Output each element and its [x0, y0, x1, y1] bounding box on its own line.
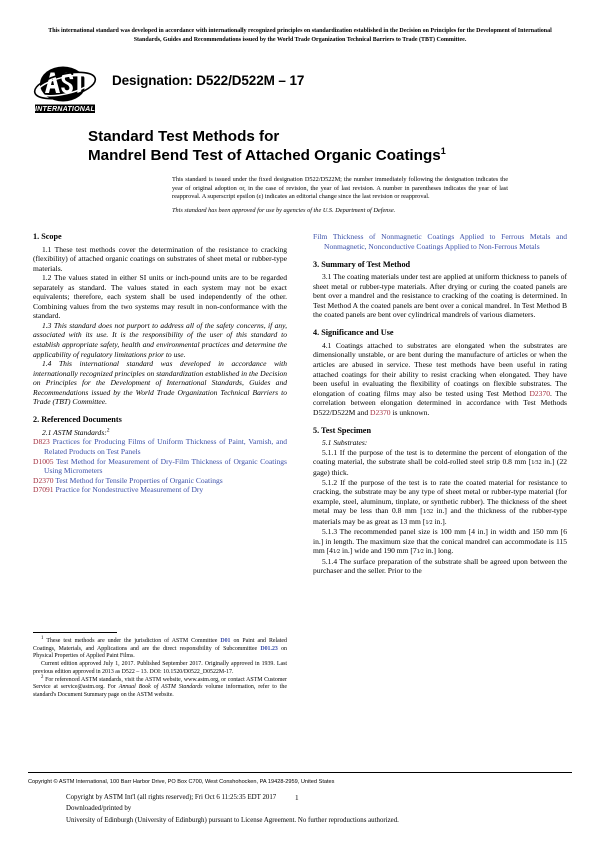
- reference-description-continued[interactable]: Film Thickness of Nonmagnetic Coatings Applied to Ferrous Metals and Nonmagnetic, Nonconductive Coatings Applied to Non-Ferrous Metals: [313, 232, 567, 251]
- reference-description[interactable]: Test Method for Tensile Properties of Organic Coatings: [55, 475, 223, 485]
- inline-reference-d2370[interactable]: D2370: [370, 407, 391, 417]
- title-area: [88, 127, 508, 165]
- fraction-one-half: 1⁄2: [332, 548, 341, 556]
- section-heading-referenced-documents: 2. Referenced Documents: [33, 415, 122, 425]
- para-5-1-2-text-b: in.] and the thickness of the rubber-type materials may be as great as 13 mm [: [313, 506, 567, 526]
- footnote-1-text-b: on Paint and Related Coatings, Materials, and Applications and are the direct responsibility of Subcommittee: [33, 638, 287, 652]
- footnote-2-text-a: For referenced ASTM standards, visit the ASTM website, www.astm.org, or contact ASTM Customer Service at service@astm.org. For: [33, 676, 287, 691]
- para-5-1-3-text-c: in.] long.: [423, 546, 454, 556]
- subcommittee-link[interactable]: D01.23: [260, 645, 278, 652]
- significance-text-c: is unknown.: [390, 407, 430, 417]
- test-specimen-para-5-1-4: 5.1.4 The surface preparation of the substrate shall be agreed upon between the purchaser and the seller. Prior to the: [313, 556, 567, 576]
- footnote-1-edition: Current edition approved July 1, 2017. Published September 2017. Originally approved in 1939. Last previous edition approved in 2013 as D522 – 13. DOI: 10.1520/D0522_D0522M-17.: [33, 661, 287, 675]
- para-5-1-2-text-a: 5.1.2 If the purpose of the test is to rate the coated material for resistance to cracking, the substrate may be any type of sheet metal or rubber-type material (for example, steel, aluminum, tinplate, or synthetic rubber). The thickness of the sheet metal may be less than 0.8 mm [: [313, 477, 567, 516]
- significance-text-b: . The correlation between elongation determined in accordance with Test Methods D522/D522M and: [313, 388, 567, 417]
- download-info-block: [66, 792, 536, 826]
- reference-description[interactable]: Practices for Producing Films of Uniform Thickness of Paint, Varnish, and Related Products on Test Panels: [44, 437, 288, 456]
- scope-para-1-4: 1.4 This international standard was developed in accordance with internationally recognized principles on standardization established in the Decision on Principles for the Development of International Standards, Guides and Recommendations issued by the World Trade Organization Technical Barriers to Trade (TBT) Committee.: [33, 359, 287, 407]
- fraction-one-half: 1⁄2: [425, 518, 433, 526]
- fraction-one-thirtysecond: 1⁄32: [422, 508, 434, 516]
- title-line-2: Mandrel Bend Test of Attached Organic Coatings: [88, 147, 441, 164]
- title-footnote-marker: 1: [440, 145, 446, 156]
- committee-link[interactable]: D01: [220, 638, 231, 644]
- issue-note: This standard is issued under the fixed designation D522/D522M; the number immediately following the designation indicates the year of original adoption or, in the case of revision, the year of last revision. A number in parentheses indicates the year of last reapproval. A superscript epsilon (ε) indicates an editorial change since the last revision or reapproval.: [172, 176, 508, 201]
- copyright-notice: Copyright © ASTM International, 100 Barr Harbor Drive, PO Box C700, West Conshohocken, PA 19428-2959, United States: [28, 779, 335, 785]
- footnote-2-marker: 2: [41, 674, 44, 680]
- reference-id[interactable]: D823: [33, 437, 50, 447]
- reference-item[interactable]: [33, 457, 287, 476]
- svg-text:INTERNATIONAL: INTERNATIONAL: [34, 105, 96, 114]
- test-specimen-subheading-substrates: 5.1 Substrates:: [322, 438, 368, 448]
- footnote-1-text-a: These test methods are under the jurisdiction of ASTM Committee: [46, 638, 221, 644]
- section-heading-significance: 4. Significance and Use: [313, 328, 394, 338]
- wto-notice: This international standard was developed in accordance with internationally recognized principles on standardization established in the Decision on Principles for the Development of International Standards, Guides and Recommendations issued by the World Trade Organization Technical Barriers to Trade (TBT) Committee.: [48, 28, 552, 44]
- referenced-standards-list: [33, 437, 287, 494]
- page-title: [88, 127, 508, 165]
- section-heading-summary: 3. Summary of Test Method: [313, 259, 411, 269]
- footnote-1-marker: 1: [41, 636, 44, 642]
- footnote-1-text-c: on Physical Properties of Applied Paint Films.: [33, 645, 287, 660]
- astm-standards-footnote-marker: 2: [106, 427, 110, 434]
- para-5-1-3-text-a: 5.1.3 The recommended panel size is 100 mm [4 in.] in width and 150 mm [6 in.] in length. The maximum size that the conical mandrel can accommodate is 115 mm [4: [313, 527, 567, 556]
- astm-standards-label: 2.1 ASTM Standards:: [42, 427, 107, 437]
- fraction-one-thirtysecond: 1⁄32: [531, 459, 542, 467]
- footnote-block: [33, 632, 287, 700]
- reference-item[interactable]: [33, 437, 287, 456]
- reference-id[interactable]: D7091: [33, 485, 54, 495]
- designation-label: Designation: D522/D522M – 17: [112, 73, 305, 88]
- reference-description-truncated[interactable]: Practice for Nondestructive Measurement of Dry: [55, 485, 204, 495]
- downloaded-printed-by-label: Downloaded/printed by: [66, 805, 132, 813]
- referenced-documents-subheading: [33, 428, 287, 438]
- reference-id[interactable]: D1005: [33, 456, 54, 466]
- footnote-divider: [33, 632, 117, 633]
- licensee-line: University of Edinburgh (University of Edinburgh) pursuant to License Agreement. No further reproductions authorized.: [66, 816, 399, 824]
- scope-para-1-1: 1.1 These test methods cover the determination of the resistance to cracking (flexibility) of attached organic coatings on substrates of sheet metal or rubber-type materials.: [33, 244, 287, 273]
- para-5-1-2-text-c: in.].: [432, 516, 447, 526]
- footnote-2: [33, 674, 287, 700]
- page-number: 1: [295, 794, 299, 802]
- fraction-one-half: 1⁄2: [416, 548, 424, 556]
- scope-para-1-3: 1.3 This standard does not purport to address all of the safety concerns, if any, associated with its use. It is the responsibility of the user of this standard to establish appropriate safety, health and environmental practices and determine the applicability of regulatory limitations prior to use.: [33, 320, 287, 359]
- test-specimen-para-5-1-3: [313, 527, 567, 557]
- astm-logo: [33, 63, 101, 115]
- summary-para-3-1: 3.1 The coating materials under test are applied at uniform thickness to panels of sheet metal or rubber-type materials. After drying or curing the coated panels are bent over a mandrel and the resistance to cracking of the coating is determined. In Test Method A the coated panels are bent over a conical mandrel. In Test Method B the coated panels are bent over cylindrical mandrels of various diameters.: [313, 272, 567, 320]
- reference-item-continuation[interactable]: [313, 232, 567, 251]
- footnote-2-text-b: volume information, refer to the standard's Document Summary page on the ASTM website.: [33, 684, 287, 698]
- para-5-1-1-text-b: in.] (22 gage) thick.: [313, 457, 567, 477]
- footer-divider: [28, 772, 572, 773]
- para-5-1-3-text-b: in.] wide and 190 mm [7: [340, 546, 417, 556]
- para-5-1-1-text-a: 5.1.1 If the purpose of the test is to determine the percent of elongation of the coating material, the substrate shall be cold-rolled steel strip 0.8 mm [: [313, 447, 567, 467]
- reference-item[interactable]: [33, 476, 287, 486]
- section-heading-scope: 1. Scope: [33, 232, 62, 241]
- significance-para-4-1: [313, 341, 567, 417]
- dod-approval-note: This standard has been approved for use by agencies of the U.S. Department of Defense.: [172, 207, 396, 214]
- right-column: [313, 232, 567, 576]
- reference-id[interactable]: D2370: [33, 475, 54, 485]
- download-copyright-line: Copyright by ASTM Int'l (all rights reserved); Fri Oct 6 11:25:35 EDT 2017: [66, 794, 277, 801]
- title-line-1: Standard Test Methods for: [88, 128, 280, 145]
- section-heading-test-specimen: 5. Test Specimen: [313, 425, 371, 435]
- significance-text-a: 4.1 Coatings attached to substrates are elongated when the substrates are dimensionally unstable, or are bent during the manufacture of articles or when the articles are abused in service. These test methods have been useful in rating attached coatings for their ability to resist cracking when elongated. They have been useful in evaluating the flexibility of coatings on flexible substrates. The elongation of coating films may also be tested using Test Method: [313, 340, 567, 398]
- left-column: [33, 232, 287, 495]
- footnote-2-book-title: Annual Book of ASTM Standards: [118, 684, 203, 691]
- reference-item[interactable]: [33, 485, 287, 495]
- footnote-1: [33, 638, 287, 661]
- astm-logo-icon: [33, 63, 101, 115]
- test-specimen-para-5-1-1: [313, 448, 567, 478]
- reference-description[interactable]: Test Method for Measurement of Dry-Film Thickness of Organic Coatings Using Micrometers: [44, 456, 287, 476]
- scope-para-1-2: 1.2 The values stated in either SI units or inch-pound units are to be regarded separately as standard. The values stated in each system may not be exact equivalents; therefore, each system shall be used independently of the other. Combining values from the two systems may result in non-conformance with the standard.: [33, 273, 287, 321]
- test-specimen-para-5-1-2: [313, 478, 567, 528]
- inline-reference-d2370[interactable]: D2370: [529, 388, 550, 398]
